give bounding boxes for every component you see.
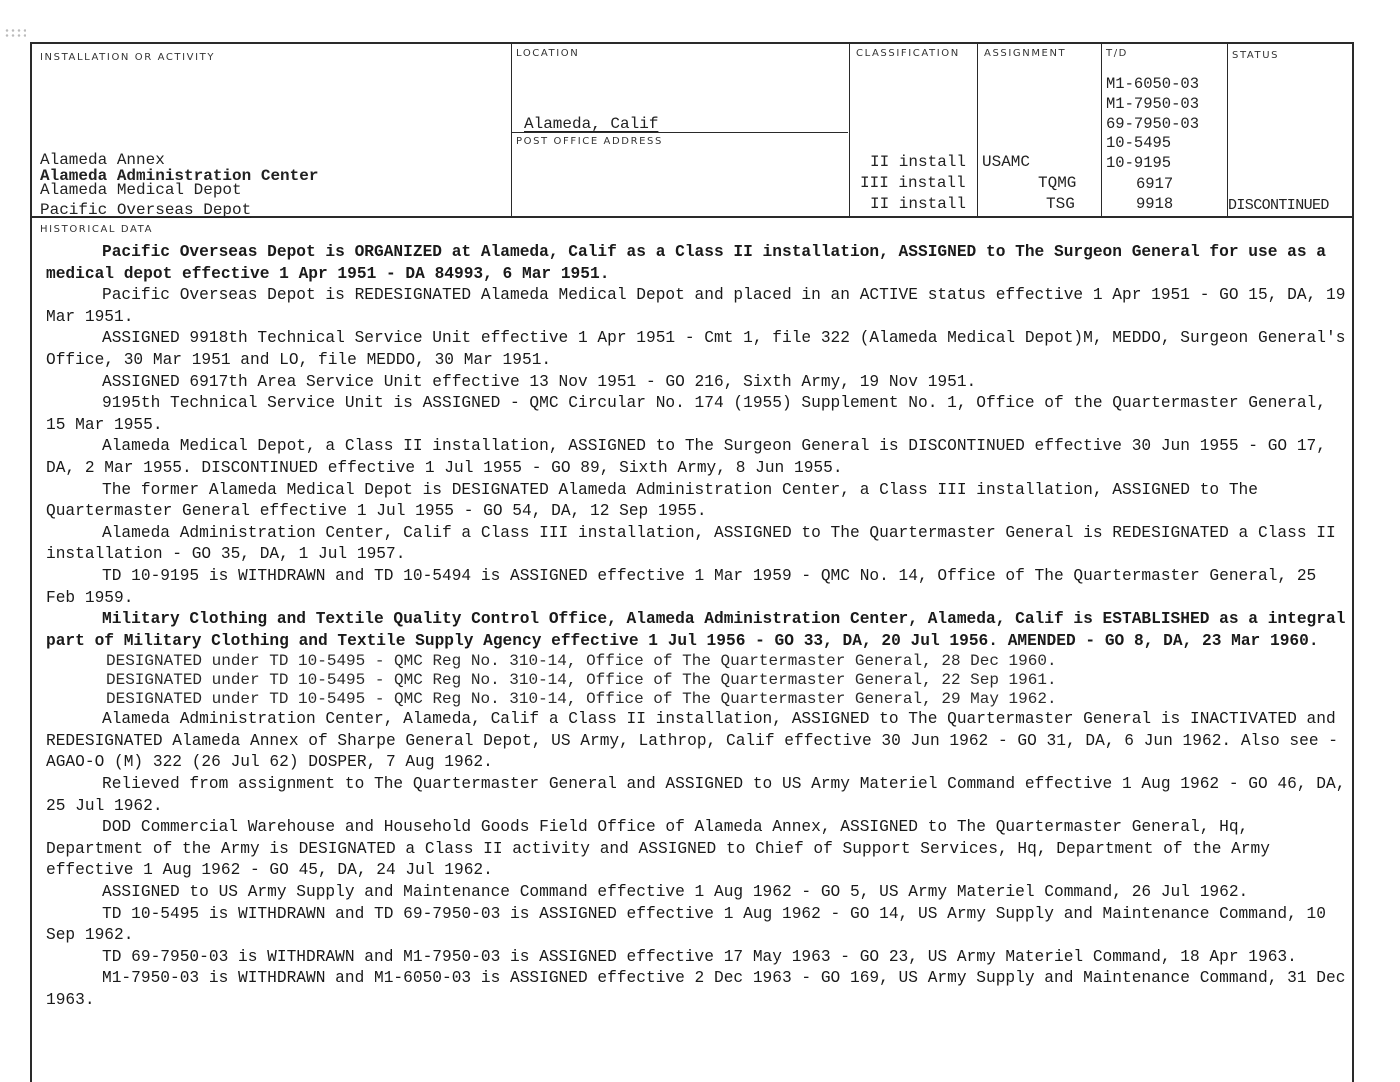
- post-office-divider: [512, 132, 848, 133]
- header-grid: [32, 44, 1352, 218]
- location-value: Alameda, Calif: [524, 115, 659, 133]
- td-6: 6917: [1136, 175, 1174, 193]
- classification-1: II install: [870, 153, 967, 171]
- history-entry: 9195th Technical Service Unit is ASSIGNED - QMC Circular No. 174 (1955) Supplement No. 1, Office of the Quartermaster General, 15 Mar 1955.: [46, 394, 1326, 434]
- history-entry: DOD Commercial Warehouse and Household Goods Field Office of Alameda Annex, ASSIGNED to The Quartermaster General, Hq, Department of the Army is DESIGNATED a Class II activity and ASSIGNED to Chief of Support Services, Hq, Department of the Army effective 1 Aug 1962 - GO 45, DA, 24 Jul 1962.: [46, 818, 1270, 880]
- assignment-2: TQMG: [1038, 174, 1077, 192]
- td-4: 10-5495: [1106, 134, 1172, 152]
- history-entry: TD 69-7950-03 is WITHDRAWN and M1-7950-03 is ASSIGNED effective 17 May 1963 - GO 23, US Army Materiel Command, 18 Apr 1963.: [102, 947, 1297, 966]
- history-entry: ASSIGNED 9918th Technical Service Unit effective 1 Apr 1951 - Cmt 1, file 322 (Alameda Medical Depot)M, MEDDO, Surgeon General's Office, 30 Mar 1951 and LO, file MEDDO, 30 Mar 1951.: [46, 329, 1346, 369]
- history-entry: Military Clothing and Textile Quality Control Office, Alameda Administration Center, Alameda, Calif is ESTABLISHED as a integral part of Military Clothing and Textile Supply Agency effective 1 Jul 1956 - GO 33, DA, 20 Jul 1956. AMENDED - GO 8, DA, 23 Mar 1960.: [46, 610, 1346, 650]
- designation-entry: DESIGNATED under TD 10-5495 - QMC Reg No. 310-14, Office of The Quartermaster General, 29 May 1962.: [106, 690, 1057, 709]
- classification-3: II install: [870, 195, 967, 213]
- assignment-label: ASSIGNMENT: [984, 48, 1067, 59]
- classification-label: CLASSIFICATION: [856, 48, 960, 59]
- history-entry: ASSIGNED to US Army Supply and Maintenance Command effective 1 Aug 1962 - GO 5, US Army Materiel Command, 26 Jul 1962.: [102, 883, 1249, 902]
- classification-column: [850, 44, 978, 216]
- installation-label: INSTALLATION OR ACTIVITY: [40, 52, 216, 63]
- td-column: [1102, 44, 1228, 216]
- installation-column: [32, 44, 512, 219]
- history-entry: Alameda Medical Depot, a Class II installation, ASSIGNED to The Surgeon General is DISCONTINUED effective 30 Jun 1955 - GO 17, DA, 2 Mar 1955. DISCONTINUED effective 1 Jul 1955 - GO 89, Sixth Army, 8 Jun 1955.: [46, 437, 1326, 477]
- td-1: M1-6050-03: [1106, 75, 1200, 93]
- history-entry: M1-7950-03 is WITHDRAWN and M1-6050-03 is ASSIGNED effective 2 Dec 1963 - GO 169, US Army Supply and Maintenance Command, 31 Dec 1963.: [46, 969, 1346, 1009]
- td-7: 9918: [1136, 195, 1174, 213]
- history-entry: TD 10-9195 is WITHDRAWN and TD 10-5494 is ASSIGNED effective 1 Mar 1959 - QMC No. 14, Office of The Quartermaster General, 25 Feb 1959.: [46, 566, 1317, 607]
- history-entry: The former Alameda Medical Depot is DESIGNATED Alameda Administration Center, a Class III installation, ASSIGNED to The Quartermaster General effective 1 Jul 1955 - GO 54, DA, 12 Sep 1955.: [46, 480, 1258, 521]
- history-entry: Pacific Overseas Depot is REDESIGNATED Alameda Medical Depot and placed in an ACTIVE status effective 1 Apr 1951 - GO 15, DA, 19 Mar 1951.: [46, 286, 1346, 326]
- td-2: M1-7950-03: [1106, 95, 1200, 113]
- history-entry: Relieved from assignment to The Quartermaster General and ASSIGNED to US Army Materiel Command effective 1 Aug 1962 - GO 46, DA, 25 Jul 1962.: [46, 775, 1346, 815]
- corner-speckle: [4, 28, 26, 38]
- location-label: LOCATION: [516, 48, 580, 59]
- status-label: STATUS: [1232, 50, 1280, 61]
- designation-entry: DESIGNATED under TD 10-5495 - QMC Reg No. 310-14, Office of The Quartermaster General, 28 Dec 1960.: [106, 652, 1057, 671]
- history-entry: ASSIGNED 6917th Area Service Unit effective 13 Nov 1951 - GO 216, Sixth Army, 19 Nov 1951.: [102, 372, 977, 391]
- installation-medical-depot: Alameda Medical Depot: [40, 181, 242, 199]
- designation-entry: DESIGNATED under TD 10-5495 - QMC Reg No. 310-14, Office of The Quartermaster General, 22 Sep 1961.: [106, 671, 1057, 690]
- td-3: 69-7950-03: [1106, 115, 1200, 133]
- history-entry: Pacific Overseas Depot is ORGANIZED at Alameda, Calif as a Class II installation, ASSIGNED to The Surgeon General for use as a medical depot effective 1 Apr 1951 - DA 84993, 6 Mar 1951.: [46, 243, 1326, 283]
- td-5: 10-9195: [1106, 154, 1172, 172]
- status-column: [1228, 44, 1352, 216]
- record-card: [30, 42, 1354, 1082]
- history-entry: TD 10-5495 is WITHDRAWN and TD 69-7950-03 is ASSIGNED effective 1 Aug 1962 - GO 14, US Army Supply and Maintenance Command, 10 Sep 1962.: [46, 904, 1326, 945]
- installation-pacific-depot: Pacific Overseas Depot: [40, 201, 252, 219]
- location-column: [512, 44, 850, 216]
- td-label: T/D: [1106, 48, 1128, 59]
- status-value: DISCONTINUED: [1228, 197, 1329, 214]
- assignment-1: USAMC: [982, 153, 1031, 171]
- history-entry: Alameda Administration Center, Calif a Class III installation, ASSIGNED to The Quartermaster General is REDESIGNATED a Class II installation - GO 35, DA, 1 Jul 1957.: [46, 523, 1336, 564]
- history-entry: Alameda Administration Center, Alameda, Calif a Class II installation, ASSIGNED to The Quartermaster General is INACTIVATED and REDESIGNATED Alameda Annex of Sharpe General Depot, US Army, Lathrop, Calif effective 30 Jun 1962 - GO 31, DA, 6 Jun 1962. Also see - AGAO-O (M) 322 (26 Jul 62) DOSPER, 7 Aug 1962.: [46, 710, 1338, 772]
- assignment-column: [978, 44, 1102, 216]
- historical-data-label: HISTORICAL DATA: [40, 224, 154, 235]
- installation-admin-center: Alameda Administration Center: [40, 167, 319, 185]
- installation-annex: Alameda Annex: [40, 151, 165, 169]
- historical-text: [46, 242, 1352, 1012]
- post-office-label: POST OFFICE ADDRESS: [516, 136, 663, 147]
- assignment-3: TSG: [1046, 195, 1075, 213]
- classification-2: III install: [860, 174, 966, 192]
